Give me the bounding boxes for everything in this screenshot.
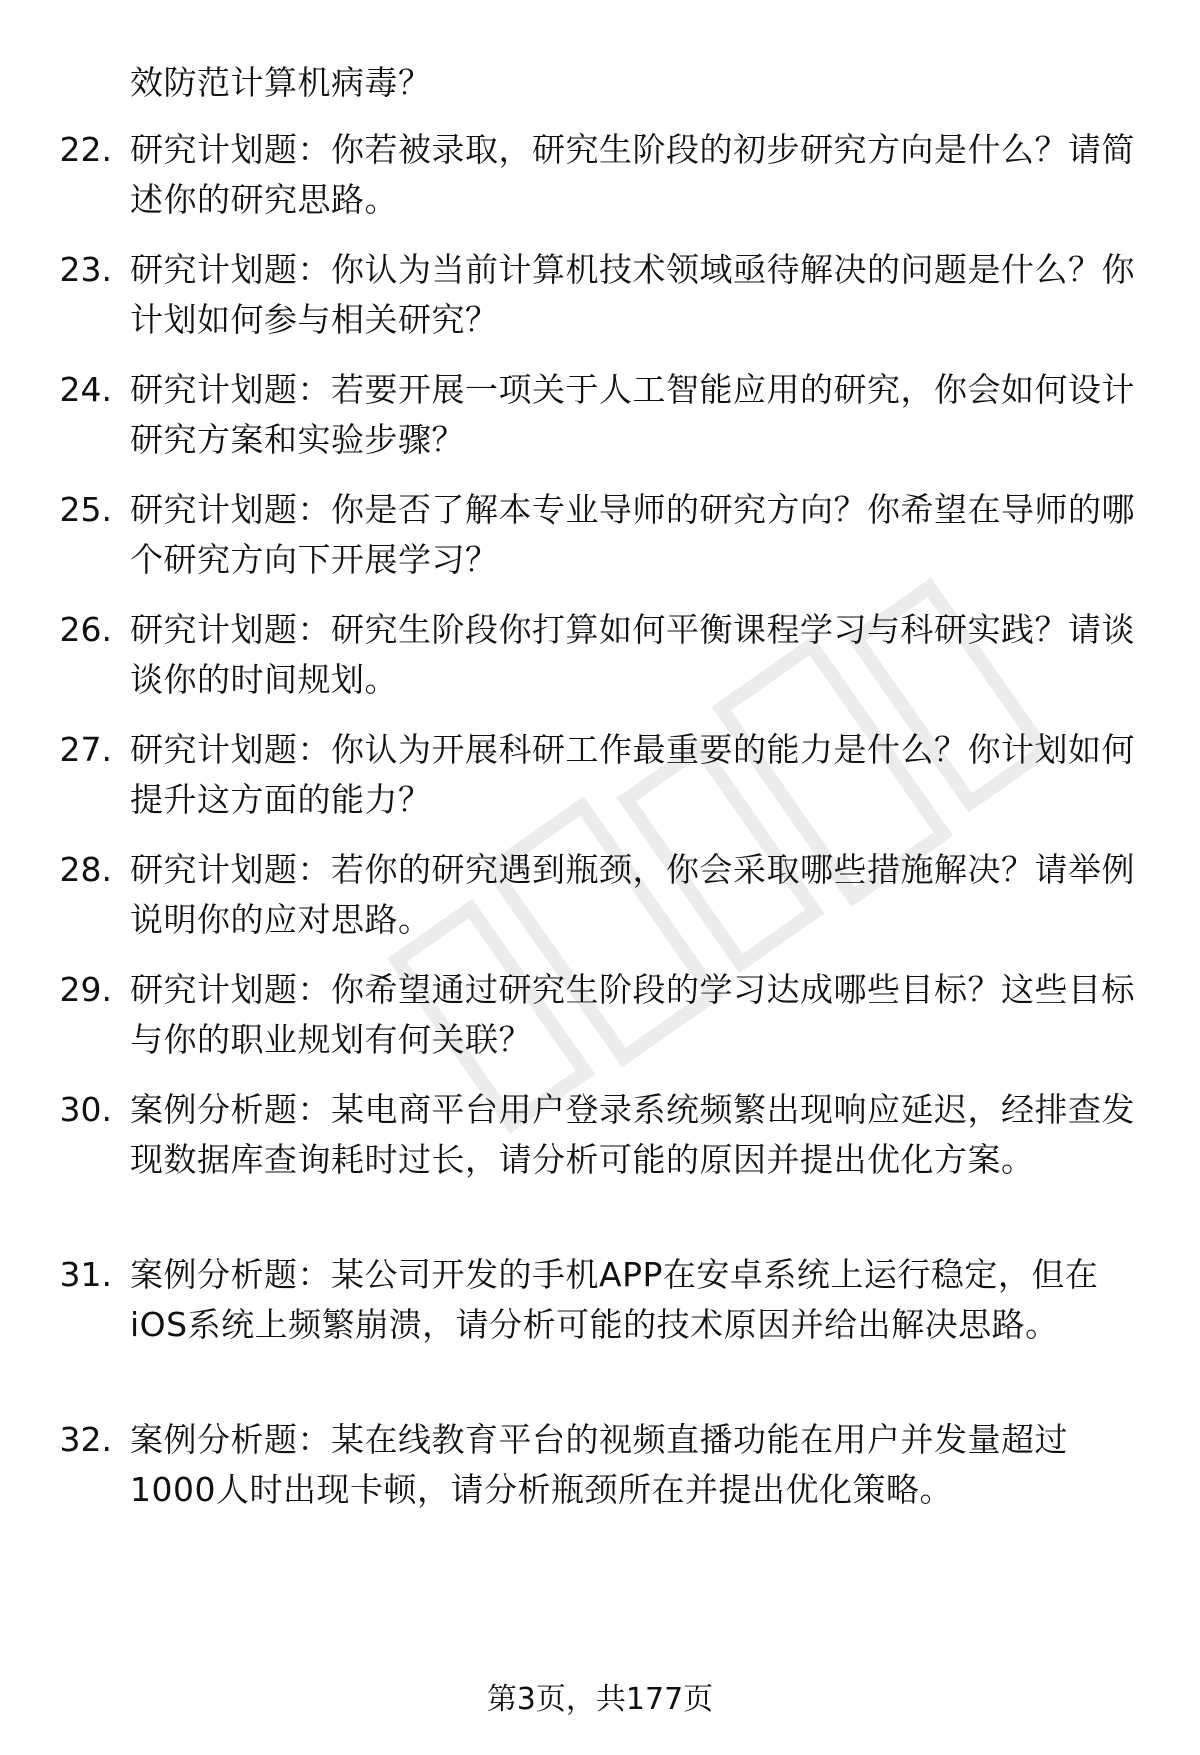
question-text: 案例分析题：某公司开发的手机APP在安卓系统上运行稳定，但在iOS系统上频繁崩溃，请分析可能的技术原因并给出解决思路。 [130,1255,1099,1344]
question-text: 研究计划题：你是否了解本专业导师的研究方向？你希望在导师的哪个研究方向下开展学习？ [130,490,1135,579]
question-number: 28. [59,850,112,889]
question-text: 研究计划题：你希望通过研究生阶段的学习达成哪些目标？这些目标与你的职业规划有何关联？ [130,970,1135,1059]
question-number: 26. [59,610,112,649]
continuation-text: 效防范计算机病毒？ [130,63,432,102]
question-text: 研究计划题：你认为当前计算机技术领域亟待解决的问题是什么？你计划如何参与相关研究？ [130,250,1135,339]
question-text: 案例分析题：某电商平台用户登录系统频繁出现响应延迟，经排查发现数据库查询耗时过长，请分析可能的原因并提出优化方案。 [130,1090,1135,1179]
page-footer: 第3页，共177页 [486,1682,714,1717]
question-number: 30. [59,1090,112,1129]
question-text: 案例分析题：某在线教育平台的视频直播功能在用户并发量超过1000人时出现卡顿，请分析瓶颈所在并提出优化策略。 [130,1420,1068,1509]
question-text: 研究计划题：若要开展一项关于人工智能应用的研究，你会如何设计研究方案和实验步骤？ [130,370,1135,459]
question-text: 研究计划题：你认为开展科研工作最重要的能力是什么？你计划如何提升这方面的能力？ [130,730,1135,819]
question-number: 31. [59,1255,112,1294]
question-number: 22. [59,130,112,169]
question-number: 24. [59,370,112,409]
question-text: 研究计划题：研究生阶段你打算如何平衡课程学习与科研实践？请谈谈你的时间规划。 [130,610,1135,699]
question-number: 27. [59,730,112,769]
question-number: 23. [59,250,112,289]
question-number: 25. [59,490,112,529]
question-number: 29. [59,970,112,1009]
question-text: 研究计划题：若你的研究遇到瓶颈，你会采取哪些措施解决？请举例说明你的应对思路。 [130,850,1135,939]
question-text: 研究计划题：你若被录取，研究生阶段的初步研究方向是什么？请简述你的研究思路。 [130,130,1135,219]
question-number: 32. [59,1420,112,1459]
